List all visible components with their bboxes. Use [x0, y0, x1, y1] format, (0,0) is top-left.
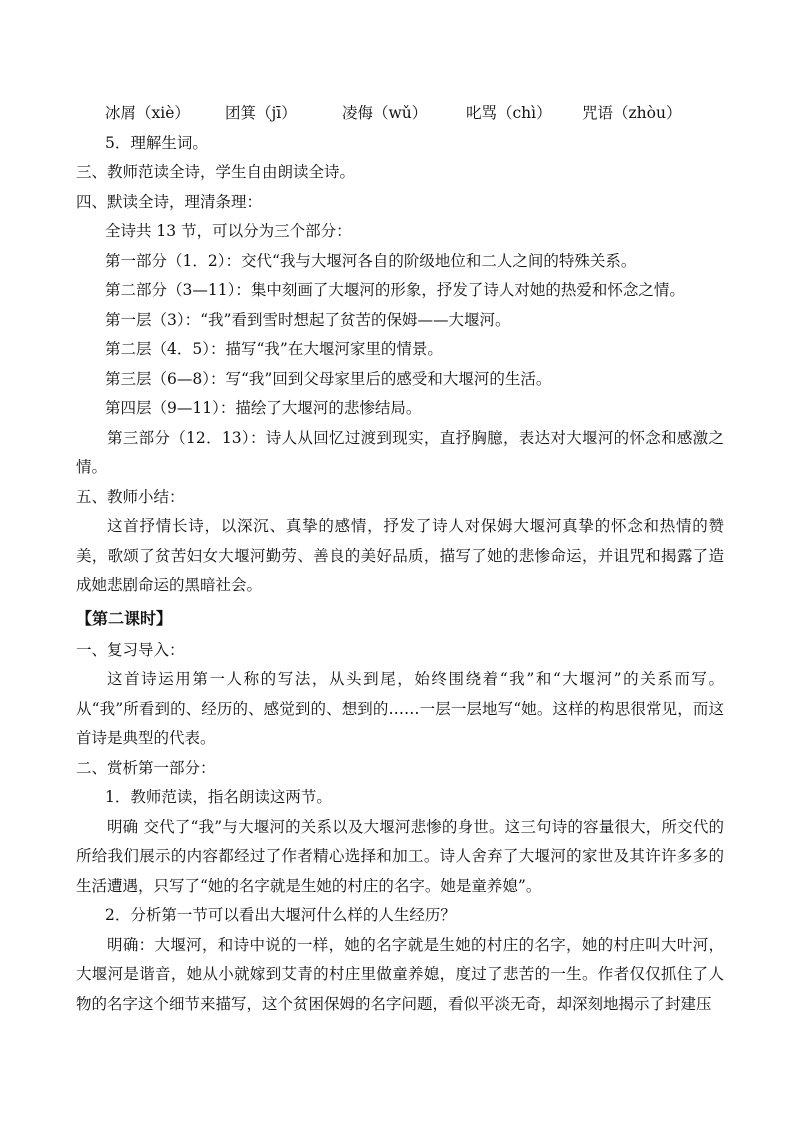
section-four-heading: 四、默读全诗，理清条理：	[76, 192, 263, 211]
question-one: 1．教师范读，指名朗读这两节。	[105, 788, 332, 806]
second-lesson-heading: 【第二课时】	[76, 608, 173, 628]
vocab-item: 团箕（jī）	[225, 104, 297, 122]
teacher-summary: 这首抒情长诗，以深沉、真挚的感情，抒发了诗人对保姆大堰河真挚的怀念和热情的赞美，歌颂了贫苦妇女大堰河勤劳、善良的美好品质，描写了她的悲惨命运，并诅咒和揭露了造成她悲剧命运的黑暗社会。	[76, 517, 724, 594]
vocab-item: 叱骂（chì）	[466, 104, 552, 122]
vocabulary-pinyin-row	[76, 99, 724, 129]
layer-four: 第四层（9—11）：描绘了大堰河的悲惨结局。	[105, 399, 422, 417]
part-one: 第一部分（1．2）：交代“我与大堰河各自的阶级地位和二人之间的特殊关系。	[105, 251, 637, 270]
part-two: 第二部分（3—11）：集中刻画了大堰河的形象，抒发了诗人对她的热爱和怀念之情。	[105, 281, 685, 299]
analysis-heading: 二、赏析第一部分：	[76, 758, 216, 777]
section-three-heading: 三、教师范读全诗，学生自由朗读全诗。	[76, 163, 356, 181]
question-two: 2．分析第一节可以看出大堰河什么样的人生经历？	[105, 906, 456, 924]
poem-structure-intro: 全诗共 13 节，可以分为三个部分：	[105, 222, 352, 240]
layer-one: 第一层（3）：“我”看到雪时想起了贫苦的保姆——大堰河。	[105, 310, 511, 329]
layer-three: 第三层（6—8）：写“我”回到父母家里后的感受和大堰河的生活。	[105, 369, 552, 388]
vocab-item: 凌侮（wǔ）	[342, 104, 428, 122]
vocab-item: 咒语（zhòu）	[582, 104, 682, 122]
document-body	[76, 99, 724, 1019]
section-five-heading: 五、教师小结：	[76, 487, 185, 506]
part-three: 第三部分（12．13）：诗人从回忆过渡到现实，直抒胸臆，表达对大堰河的怀念和感激之情。	[76, 428, 724, 476]
answer-one: 明确 交代了“我”与大堰河的关系以及大堰河悲惨的身世。这三句诗的容量很大，所交代的所给我们展示的内容都经过了作者精心选择和加工。诗人舍弃了大堰河的家世及其许许多多的生活遭遇，只写了“她的名字就是生她的村庄的名字。她是童养媳”。	[76, 817, 724, 895]
step-understand-words: 5．理解生词。	[105, 133, 208, 152]
layer-two: 第二层（4．5）：描写“我”在大堰河家里的情景。	[105, 340, 443, 358]
review-paragraph: 这首诗运用第一人称的写法，从头到尾，始终围绕着“我”和“大堰河”的关系而写。从“我”所看到的、经历的、感觉到的、想到的……一层一层地写“她。这样的构思很常见，而这首诗是典型的代表。	[76, 670, 724, 747]
vocab-item: 冰屑（xiè）	[105, 104, 190, 122]
review-heading: 一、复习导入：	[76, 640, 185, 659]
answer-two: 明确：大堰河，和诗中说的一样，她的名字就是生她的村庄的名字，她的村庄叫大叶河，大堰河是谐音，她从小就嫁到艾青的村庄里做童养媳，度过了悲苦的一生。作者仅仅抓住了人物的名字这个细节来描写，这个贫困保姆的名字问题，看似平淡无奇，却深刻地揭示了封建压	[76, 935, 724, 1013]
